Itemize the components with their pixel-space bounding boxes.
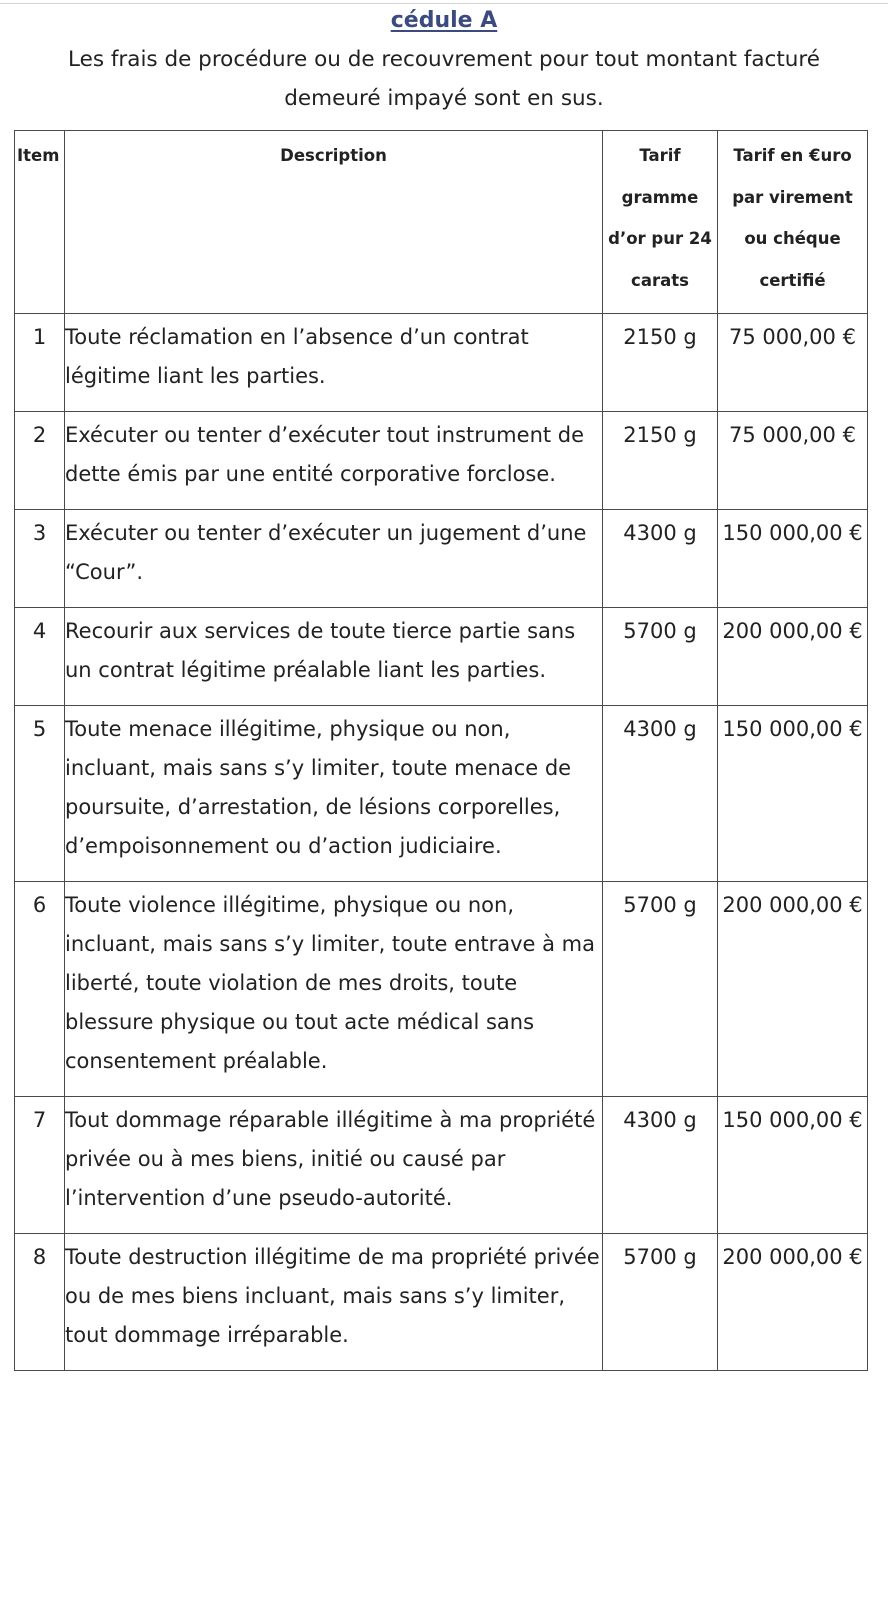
table-row	[15, 314, 868, 412]
row-description: Recourir aux services de toute tierce partie sans un contrat légitime préalable liant les parties.	[65, 608, 603, 706]
header-item: Item	[15, 131, 65, 314]
row-description: Toute destruction illégitime de ma propriété privée ou de mes biens incluant, mais sans s’y limiter, tout dommage irréparable.	[65, 1234, 603, 1371]
row-gold-rate: 2150 g	[603, 412, 718, 510]
header-euro-rate: Tarif en €uro par virement ou chéque certifié	[718, 131, 868, 314]
row-description: Exécuter ou tenter d’exécuter un jugement d’une “Cour”.	[65, 510, 603, 608]
header-description: Description	[65, 131, 603, 314]
row-item-number: 8	[15, 1234, 65, 1371]
row-gold-rate: 2150 g	[603, 314, 718, 412]
table-row	[15, 412, 868, 510]
row-description: Exécuter ou tenter d’exécuter tout instrument de dette émis par une entité corporative forclose.	[65, 412, 603, 510]
header-gold-rate: Tarif gramme d’or pur 24 carats	[603, 131, 718, 314]
table-row	[15, 882, 868, 1097]
row-item-number: 5	[15, 706, 65, 882]
row-gold-rate: 5700 g	[603, 1234, 718, 1371]
row-euro-rate: 150 000,00 €	[718, 510, 868, 608]
document-title: cédule A	[390, 8, 498, 33]
row-item-number: 6	[15, 882, 65, 1097]
row-euro-rate: 75 000,00 €	[718, 314, 868, 412]
fee-schedule-table	[14, 130, 868, 1371]
row-gold-rate: 5700 g	[603, 608, 718, 706]
row-item-number: 3	[15, 510, 65, 608]
row-euro-rate: 150 000,00 €	[718, 706, 868, 882]
table-row	[15, 1097, 868, 1234]
table-row	[15, 1234, 868, 1371]
intro-paragraph: Les frais de procédure ou de recouvrement pour tout montant facturé demeuré impayé sont en sus.	[68, 47, 820, 111]
table-header-row	[15, 131, 868, 314]
row-item-number: 4	[15, 608, 65, 706]
row-gold-rate: 4300 g	[603, 1097, 718, 1234]
row-item-number: 1	[15, 314, 65, 412]
row-gold-rate: 5700 g	[603, 882, 718, 1097]
row-description: Toute menace illégitime, physique ou non, incluant, mais sans s’y limiter, toute menace de poursuite, d’arrestation, de lésions corporelles, d’empoisonnement ou d’action judiciaire.	[65, 706, 603, 882]
row-gold-rate: 4300 g	[603, 706, 718, 882]
row-euro-rate: 150 000,00 €	[718, 1097, 868, 1234]
table-row	[15, 706, 868, 882]
row-description: Toute violence illégitime, physique ou non, incluant, mais sans s’y limiter, toute entrave à ma liberté, toute violation de mes droits, toute blessure physique ou tout acte médical sans consentement préalable.	[65, 882, 603, 1097]
row-euro-rate: 200 000,00 €	[718, 882, 868, 1097]
row-description: Tout dommage réparable illégitime à ma propriété privée ou à mes biens, initié ou causé par l’intervention d’une pseudo-autorité.	[65, 1097, 603, 1234]
row-item-number: 2	[15, 412, 65, 510]
row-euro-rate: 200 000,00 €	[718, 1234, 868, 1371]
row-item-number: 7	[15, 1097, 65, 1234]
table-row	[15, 608, 868, 706]
table-row	[15, 510, 868, 608]
row-description: Toute réclamation en l’absence d’un contrat légitime liant les parties.	[65, 314, 603, 412]
row-euro-rate: 75 000,00 €	[718, 412, 868, 510]
row-gold-rate: 4300 g	[603, 510, 718, 608]
top-divider	[0, 3, 888, 4]
row-euro-rate: 200 000,00 €	[718, 608, 868, 706]
